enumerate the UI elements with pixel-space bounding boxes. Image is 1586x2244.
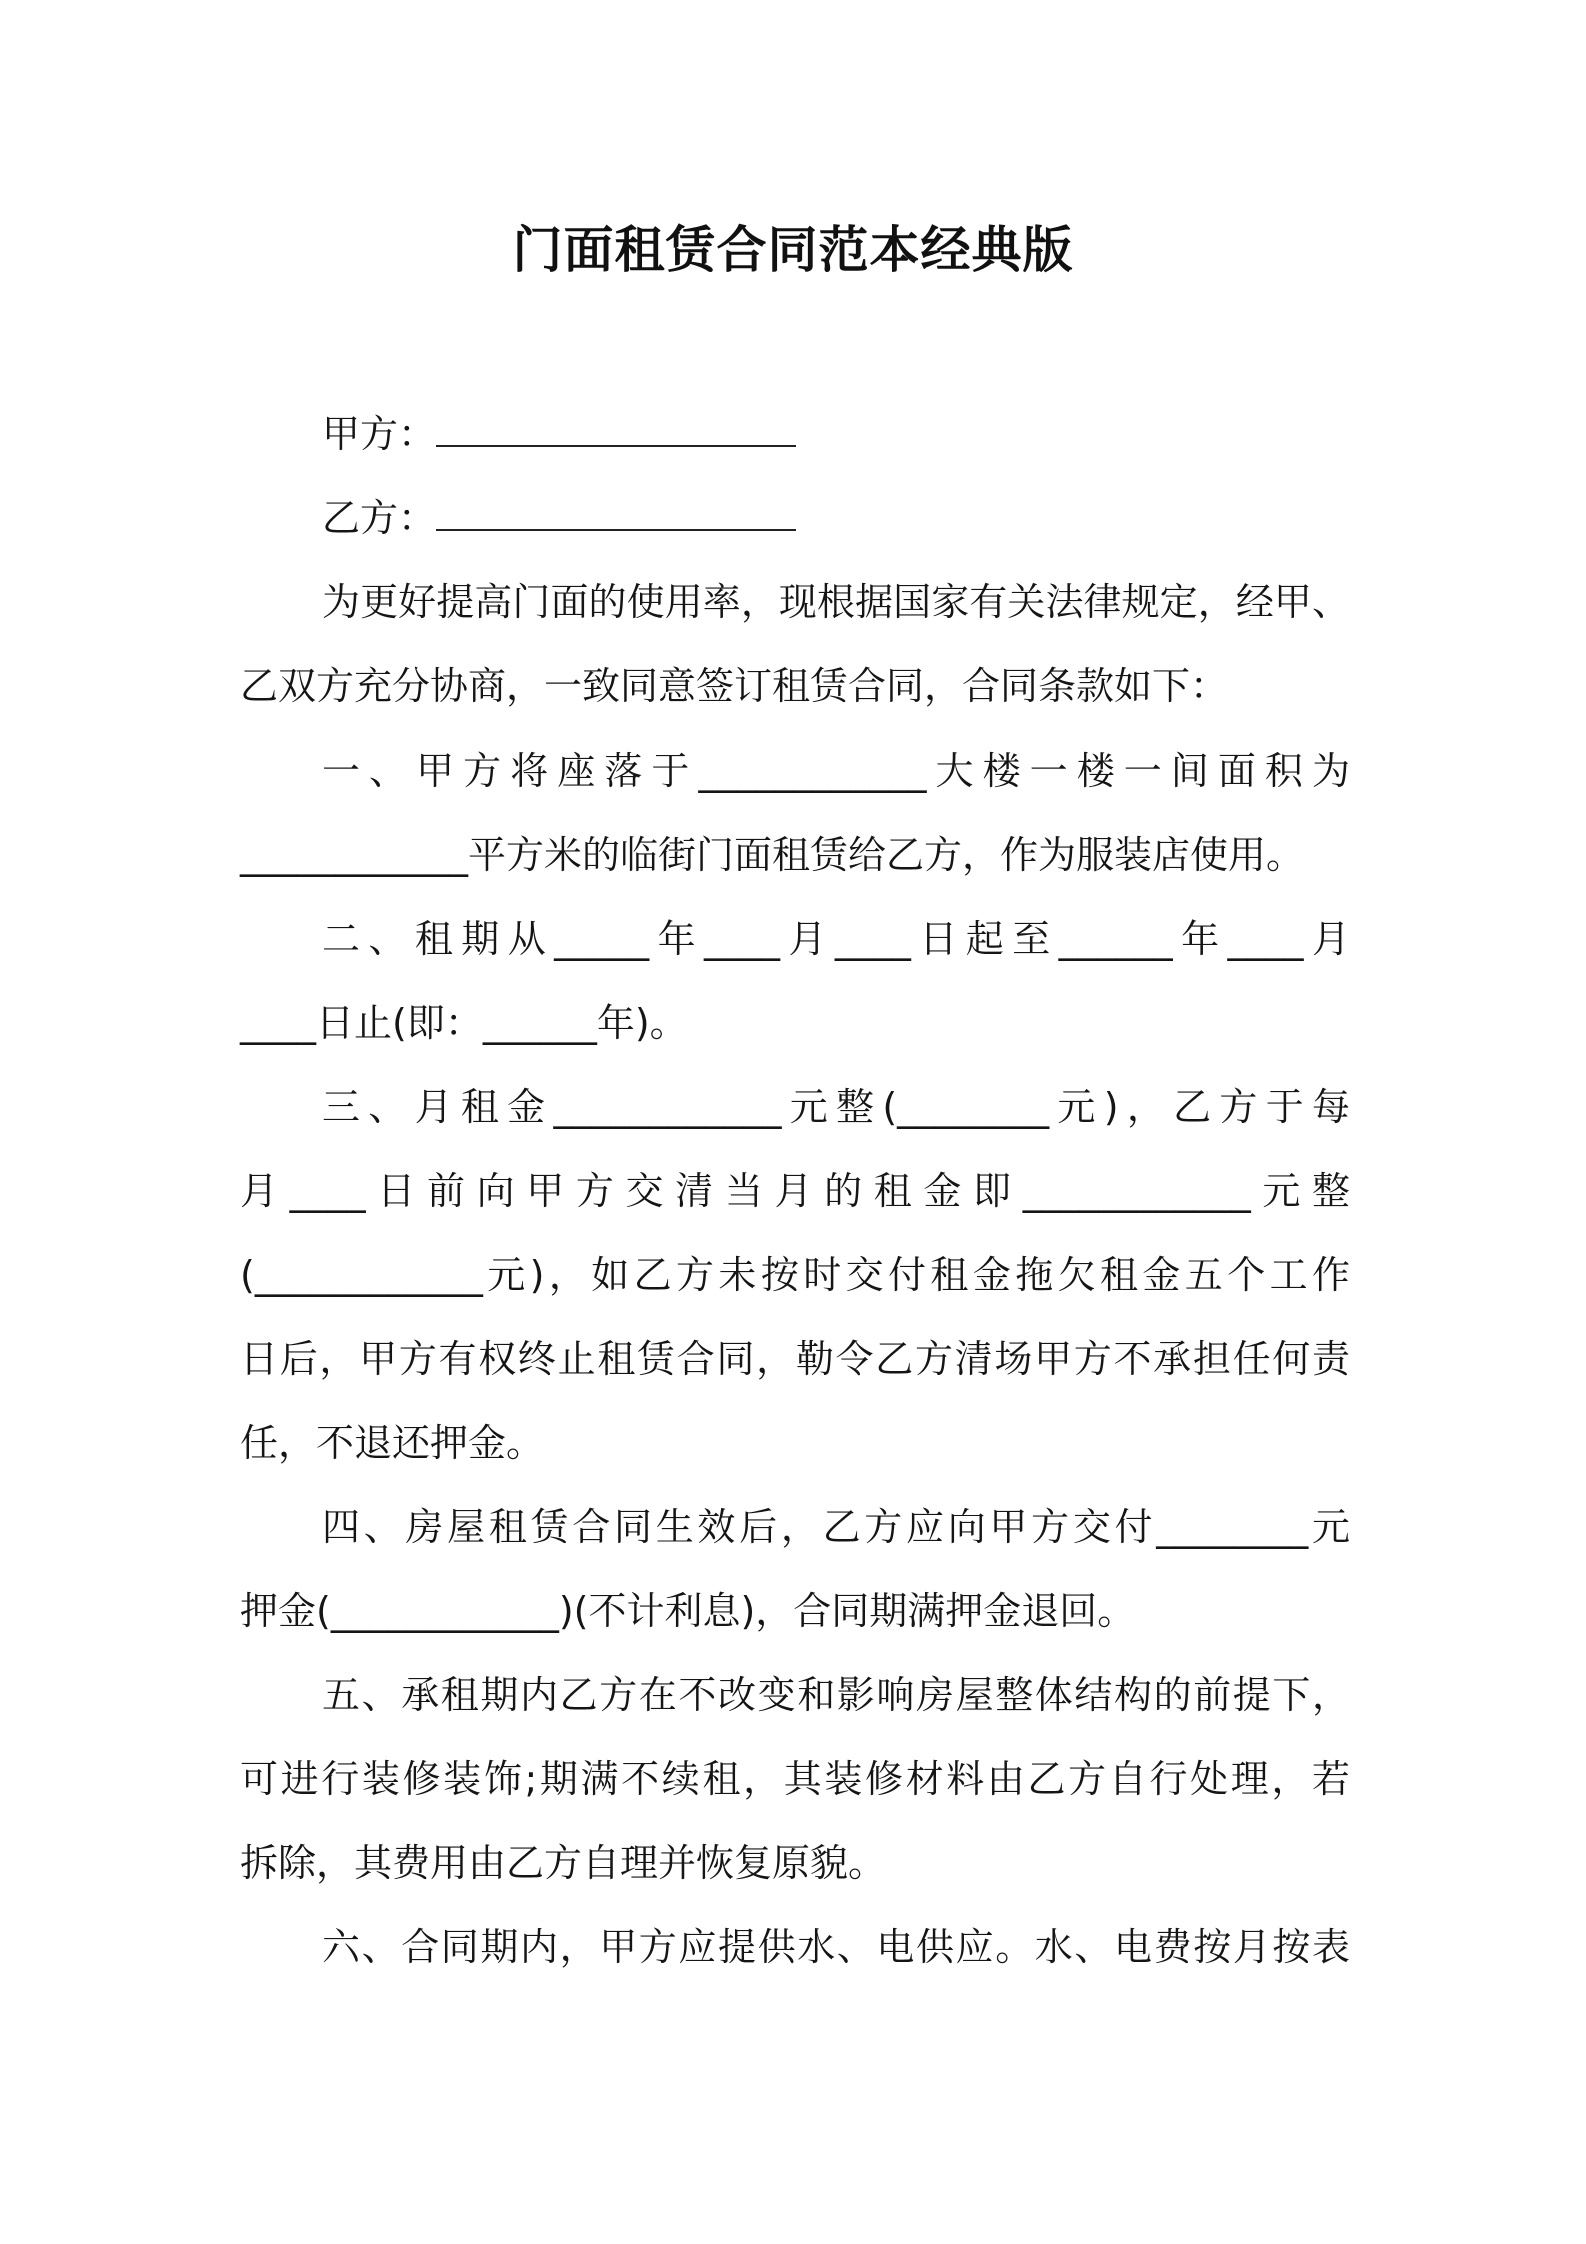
clause-1-line: ____________平方米的临街门面租赁给乙方，作为服装店使用。 [240,833,1305,877]
clause-3-line: 日后，甲方有权终止租赁合同，勒令乙方清场甲方不承担任何责 [240,1337,1350,1381]
document-title: 门面租赁合同范本经典版 [512,221,1074,279]
clause-3-line: (____________元)，如乙方未按时交付租金拖欠租金五个工作 [240,1253,1350,1297]
clause-6-line: 六、合同期内，甲方应提供水、电供应。水、电费按月按表 [322,1925,1350,1969]
clause-4-line: 押金(____________)(不计利息)，合同期满押金退回。 [240,1589,1136,1633]
clause-5-line: 五、承租期内乙方在不改变和影响房屋整体结构的前提下， [322,1673,1350,1717]
clause-2-line: 二、租期从_____年____月____日起至______年____月 [322,917,1350,961]
party-b-blank [436,495,796,531]
clause-1-line: 一、甲方将座落于____________大楼一楼一间面积为 [322,749,1350,793]
party-a-label: 甲方： [322,412,437,456]
party-a-line [322,408,1350,460]
party-b-label: 乙方： [322,496,437,540]
body-line: 乙双方充分协商，一致同意签订租赁合同，合同条款如下： [240,664,1229,708]
clause-2-line: ____日止(即：______年)。 [240,1001,688,1045]
clause-5-line: 拆除，其费用由乙方自理并恢复原貌。 [240,1841,887,1885]
clause-3-line: 任，不退还押金。 [240,1421,545,1465]
clause-3-line: 三、月租金____________元整(________元)，乙方于每 [322,1085,1350,1129]
party-a-blank [436,411,796,447]
party-b-line [322,492,1350,544]
clause-4-line: 四、房屋租赁合同生效后，乙方应向甲方交付________元 [322,1505,1350,1549]
clause-5-line: 可进行装修装饰;期满不续租，其装修材料由乙方自行处理，若 [240,1757,1350,1801]
clause-3-line: 月____日前向甲方交清当月的租金即____________元整 [240,1169,1350,1213]
body-line: 为更好提高门面的使用率，现根据国家有关法律规定，经甲、 [322,580,1350,624]
